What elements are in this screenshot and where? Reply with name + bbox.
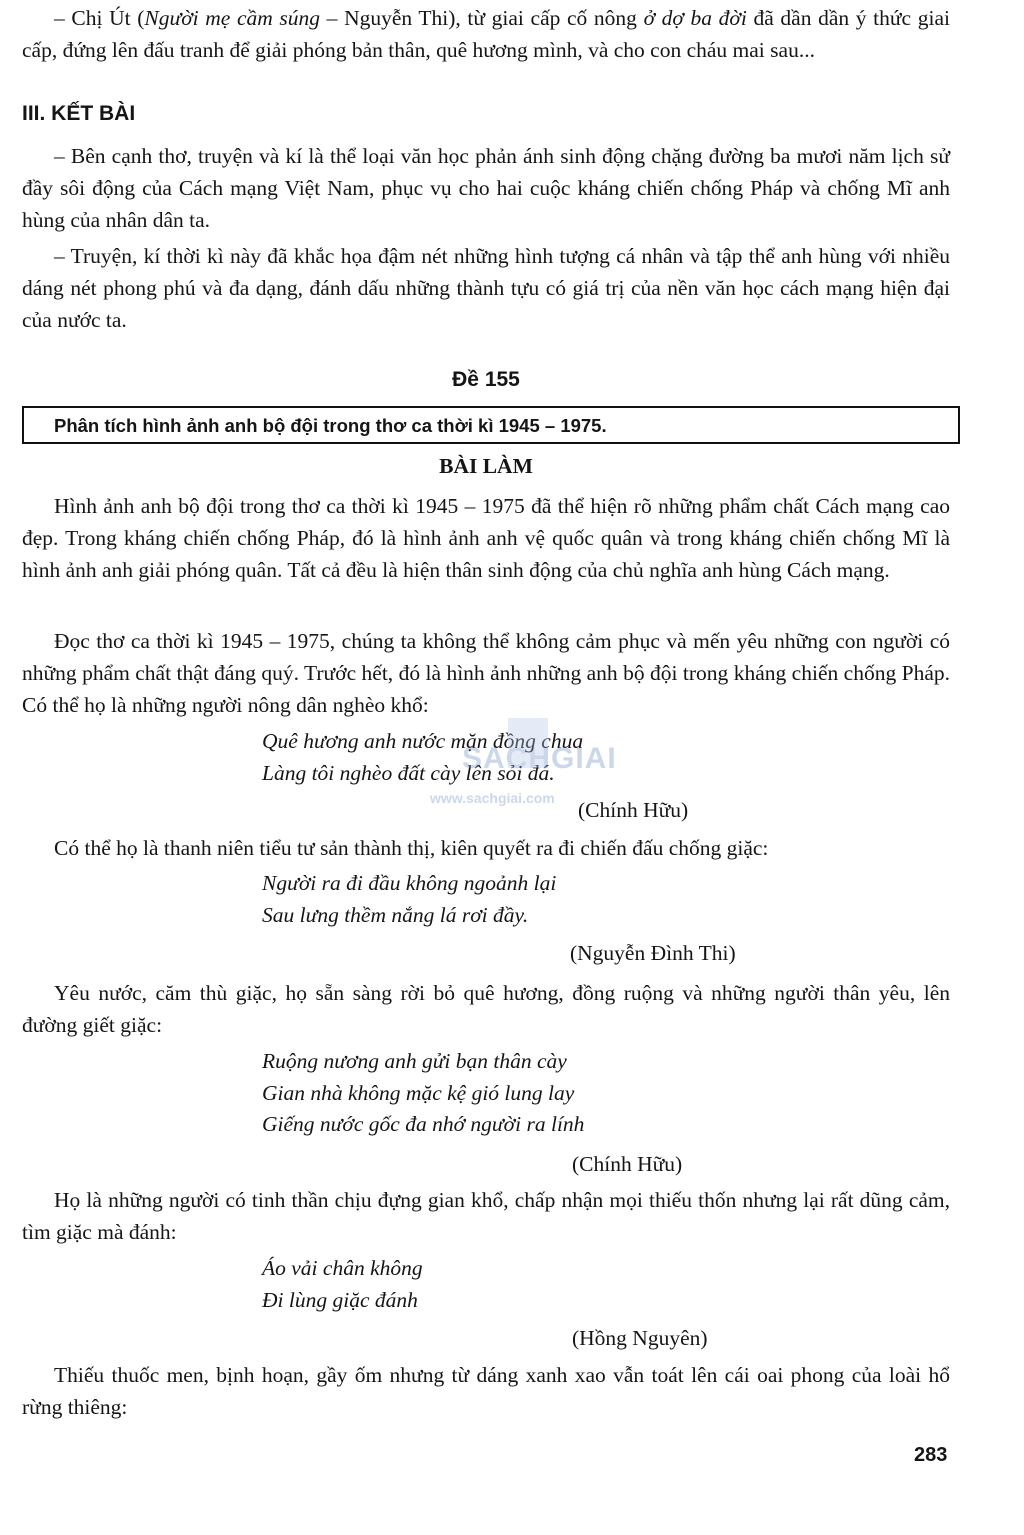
body-paragraph-5: Họ là những người có tinh thần chịu đựng gian khổ, chấp nhận mọi thiếu thốn nhưng lại rất dũng cảm, tìm giặc mà đánh:	[22, 1188, 950, 1244]
bai-lam-heading: BÀI LÀM	[439, 454, 533, 478]
poem-line: Sau lưng thềm nắng lá rơi đầy.	[262, 902, 529, 927]
section-heading-ket-bai: III. KẾT BÀI	[22, 102, 136, 125]
poem-line: Làng tôi nghèo đất cày lên sỏi đá.	[262, 760, 555, 785]
intro-phrase: ở dợ ba đời	[643, 6, 747, 30]
exercise-prompt: Phân tích hình ảnh anh bộ đội trong thơ ca thời kì 1945 – 1975.	[54, 415, 607, 436]
poem-line: Gian nhà không mặc kệ gió lung lay	[262, 1080, 575, 1105]
poem-line: Giếng nước gốc đa nhớ người ra lính	[262, 1112, 585, 1136]
poem-author-3: (Chính Hữu)	[572, 1152, 683, 1176]
poem-2	[262, 868, 556, 931]
body-paragraph-1: Hình ảnh anh bộ đội trong thơ ca thời kì 1945 – 1975 đã thể hiện rõ những phẩm chất Cách mạng cao đẹp. Trong kháng chiến chống Pháp, đó là hình ảnh anh vệ quốc quân và trong kháng chiến chống Mĩ là hình ảnh anh giải phóng quân. Tất cả đều là hiện thân sinh động của chủ nghĩa anh hùng Cách mạng.	[22, 494, 950, 582]
ket-bai-paragraph-2: – Truyện, kí thời kì này đã khắc họa đậm nét những hình tượng cá nhân và tập thể anh hùng với nhiều dáng nét phong phú và đa dạng, đánh dấu những thành tựu có giá trị của nền văn học cách mạng hiện đại của nước ta.	[22, 244, 950, 332]
watermark-url: www.sachgiai.com	[430, 790, 555, 806]
poem-line: Người ra đi đầu không ngoảnh lại	[262, 871, 557, 895]
poem-line: Đi lùng giặc đánh	[262, 1287, 418, 1312]
page-number: 283	[914, 1444, 948, 1466]
poem-line: Quê hương anh nước mặn đồng chua	[262, 729, 584, 753]
watermark-logo	[430, 718, 617, 818]
body-paragraph-4: Yêu nước, căm thù giặc, họ sẵn sàng rời bỏ quê hương, đồng ruộng và những người thân yêu, lên đường giết giặc:	[22, 981, 950, 1037]
intro-mid: – Nguyễn Thi), từ giai cấp cố nông	[320, 6, 644, 30]
poem-author-1: (Chính Hữu)	[578, 798, 689, 822]
intro-lead: – Chị Út (	[54, 6, 145, 30]
watermark-brand: SACHGIAI	[462, 742, 617, 775]
poem-4	[262, 1253, 423, 1316]
exercise-prompt-box	[22, 406, 960, 444]
poem-author-4: (Hồng Nguyên)	[572, 1326, 708, 1350]
body-paragraph-6: Thiếu thuốc men, bịnh hoạn, gầy ốm nhưng từ dáng xanh xao vẫn toát lên cái oai phong của loài hổ rừng thiêng:	[22, 1363, 950, 1419]
body-paragraph-2: Đọc thơ ca thời kì 1945 – 1975, chúng ta không thể không cảm phục và mến yêu những con người có những phẩm chất thật đáng quý. Trước hết, đó là hình ảnh những anh bộ đội trong kháng chiến chống Pháp. Có thể họ là những người nông dân nghèo khổ:	[22, 629, 950, 717]
intro-rest: đã dần dần ý thức giai cấp, đứng lên đấu tranh để giải phóng bản thân, quê hương mình, và cho con cháu mai sau...	[22, 6, 950, 62]
poem-author-2: (Nguyễn Đình Thi)	[570, 941, 736, 965]
intro-paragraph	[22, 2, 950, 66]
exercise-number: Đề 155	[452, 368, 520, 391]
intro-work-title: Người mẹ cầm súng	[144, 6, 321, 30]
poem-3	[262, 1046, 584, 1141]
poem-line: Ruộng nương anh gửi bạn thân cày	[262, 1049, 567, 1073]
body-paragraph-3: Có thể họ là thanh niên tiểu tư sản thành thị, kiên quyết ra đi chiến đấu chống giặc:	[54, 836, 769, 860]
ket-bai-paragraph-1: – Bên cạnh thơ, truyện và kí là thể loại văn học phản ánh sinh động chặng đường ba mươi năm lịch sử đầy sôi động của Cách mạng Việt Nam, phục vụ cho hai cuộc kháng chiến chống Pháp và chống Mĩ anh hùng của nhân dân ta.	[22, 144, 950, 232]
poem-line: Áo vải chân không	[262, 1256, 423, 1280]
